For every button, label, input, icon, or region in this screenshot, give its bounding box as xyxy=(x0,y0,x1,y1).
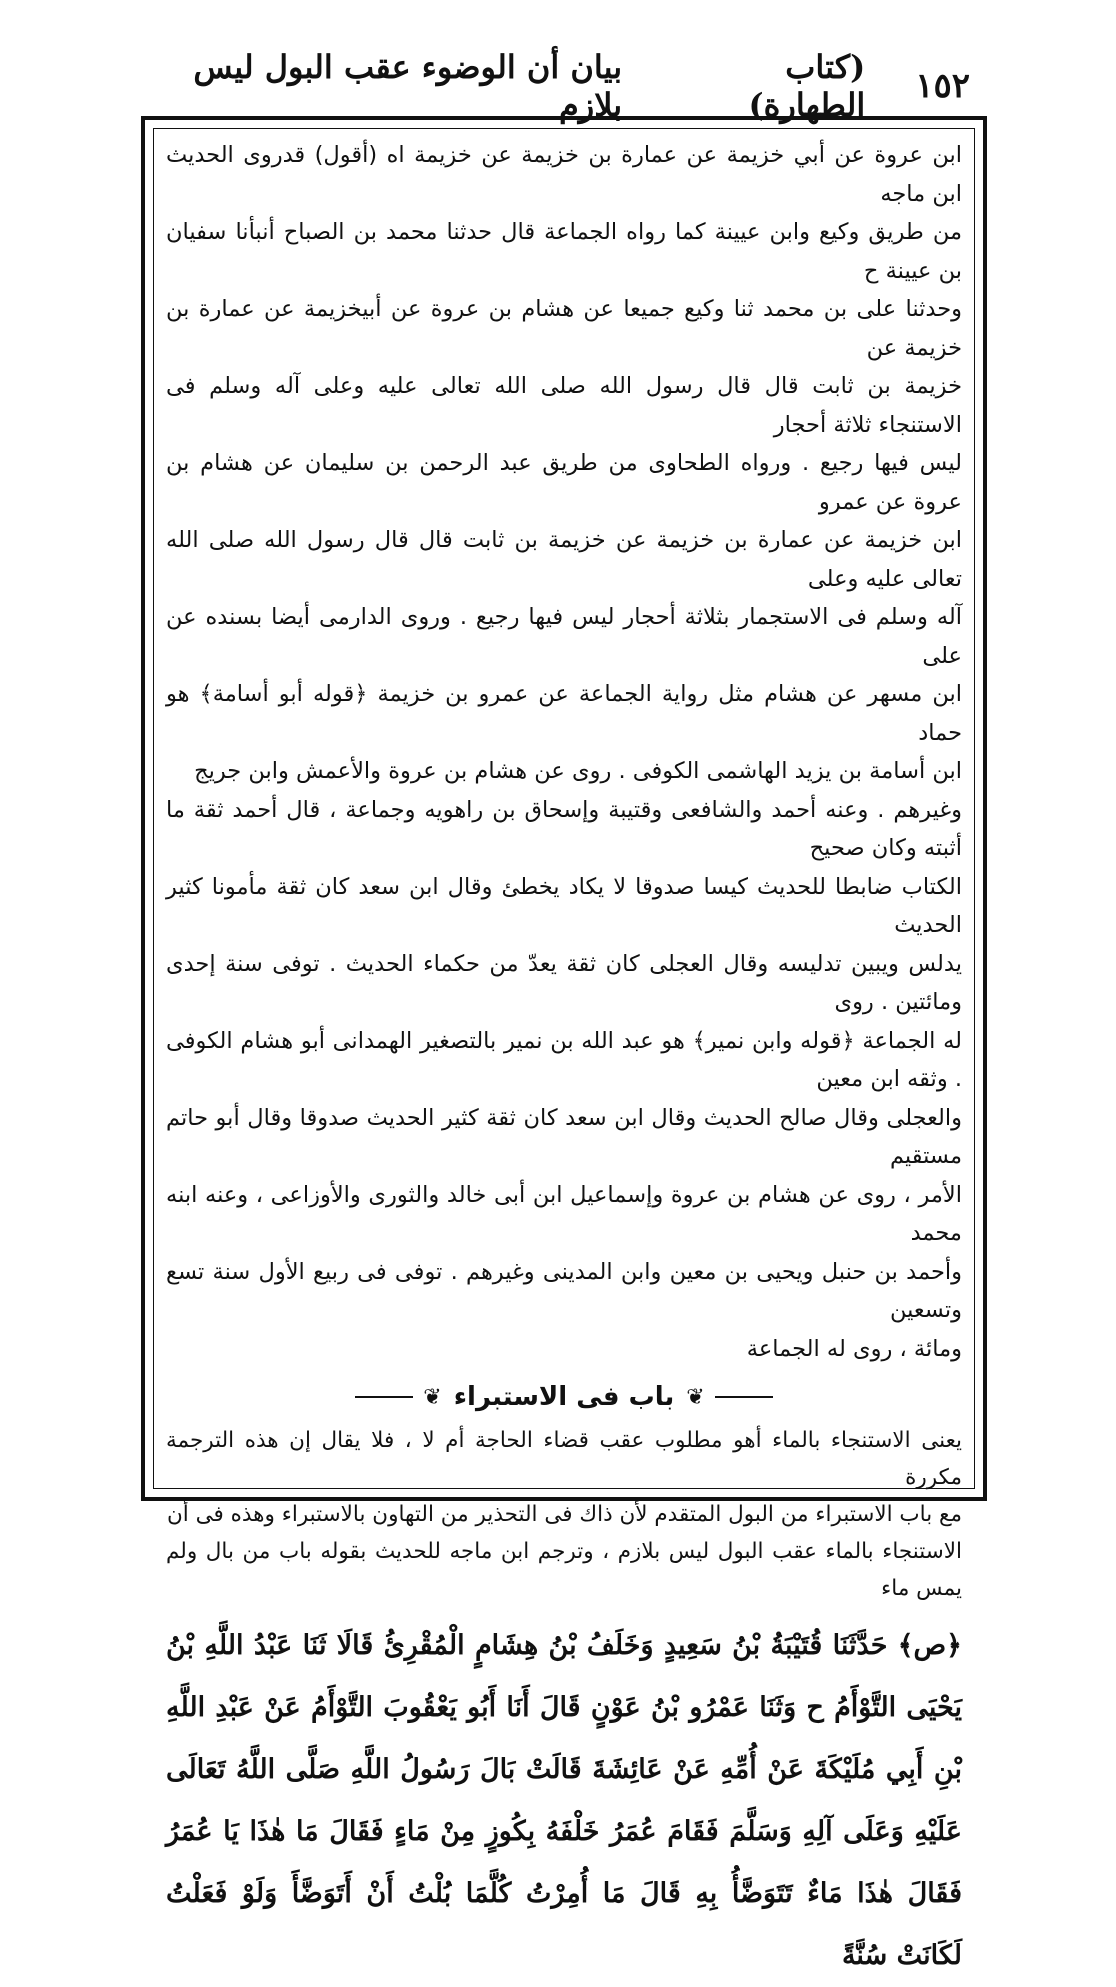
commentary-line: والعجلى وقال صالح الحديث وقال ابن سعد كان ثقة كثير الحديث صدوقا وقال أبو حاتم مستقيم xyxy=(166,1104,962,1169)
ornament-icon: ❦ xyxy=(423,1384,442,1410)
section-commentary-line: مع باب الاستبراء من البول المتقدم لأن ذاك فى التحذير من التهاون بالاستبراء وهذه فى أن xyxy=(167,1502,962,1527)
commentary-line: يدلس ويبين تدليسه وقال العجلى كان ثقة يعدّ من حكماء الحديث . توفى سنة إحدى ومائتين . روى xyxy=(166,950,962,1015)
commentary-line: خزيمة بن ثابت قال قال رسول الله صلى الله تعالى عليه وعلى آله وسلم فى الاستنجاء ثلاثة أحجار xyxy=(166,373,962,438)
commentary-line: ومائة ، روى له الجماعة xyxy=(746,1335,962,1362)
section-commentary-line: يعنى الاستنجاء بالماء أهو مطلوب عقب قضاء الحاجة أم لا ، فلا يقال إن هذه الترجمة مكررة xyxy=(166,1428,962,1490)
divider-line xyxy=(715,1396,773,1398)
page-content xyxy=(166,136,962,1971)
section-title: باب فى الاستبراء xyxy=(453,1382,675,1412)
commentary-line: له الجماعة ﴿قوله وابن نمير﴾ هو عبد الله بن نمير بالتصغير الهمدانى أبو هشام الكوفى . وثقه ابن معين xyxy=(166,1027,962,1092)
commentary-line: وأحمد بن حنبل ويحيى بن معين وابن المدينى وغيرهم . توفى فى ربيع الأول سنة تسع وتسعين xyxy=(166,1258,962,1323)
page-number: ١٥٢ xyxy=(915,66,970,106)
section-heading xyxy=(166,1372,962,1422)
commentary-line: الكتاب ضابطا للحديث كيسا صدوقا لا يكاد يخطئ وقال ابن سعد كان ثقة مأمونا كثير الحديث xyxy=(166,873,962,938)
commentary-line: وغيرهم . وعنه أحمد والشافعى وقتيبة وإسحاق بن راهويه وجماعة ، قال أحمد ثقة ما أثبته وكان صحيح xyxy=(166,796,962,861)
commentary-line: ابن أسامة بن يزيد الهاشمى الكوفى . روى عن هشام بن عروة والأعمش وابن جريج xyxy=(194,758,962,784)
commentary-line: ليس فيها رجيع . ورواه الطحاوى من طريق عبد الرحمن بن سليمان عن هشام بن عروة عن عمرو xyxy=(166,450,962,515)
ornament-icon: ❦ xyxy=(686,1384,705,1410)
book-title: (كتاب الطهارة) xyxy=(748,48,866,124)
commentary-line: ابن خزيمة عن عمارة بن خزيمة عن خزيمة بن ثابت قال قال رسول الله صلى الله تعالى عليه وعلى xyxy=(166,527,962,592)
section-commentary-block xyxy=(166,1422,962,1607)
divider-line xyxy=(355,1396,413,1398)
commentary-line: آله وسلم فى الاستجمار بثلاثة أحجار ليس فيها رجيع . وروى الدارمى أيضا بسنده عن على xyxy=(166,604,962,669)
commentary-line: ابن مسهر عن هشام مثل رواية الجماعة عن عمرو بن خزيمة ﴿قوله أبو أسامة﴾ هو حماد xyxy=(166,681,962,746)
page-header xyxy=(150,48,970,124)
commentary-line: الأمر ، روى عن هشام بن عروة وإسماعيل ابن أبى خالد والثورى والأوزاعى ، وعنه ابنه محمد xyxy=(166,1181,962,1246)
commentary-block xyxy=(166,136,962,1368)
commentary-line: ابن عروة عن أبي خزيمة عن عمارة بن خزيمة عن خزيمة اه (أقول) قدروى الحديث ابن ماجه xyxy=(166,142,962,207)
commentary-line: وحدثنا على بن محمد ثنا وكيع جميعا عن هشام بن عروة عن أبيخزيمة عن عمارة بن خزيمة عن xyxy=(166,296,962,361)
hadith-text: ﴿ص﴾ حَدَّثَنَا قُتَيْبَةُ بْنُ سَعِيدٍ وَخَلَفُ بْنُ هِشَامٍ الْمُقْرِئُ قَالَا ثَنَا عَبْدُ اللَّهِ بْنُ يَحْيَى التَّوْأَمُ ح وَثَنَا عَمْرُو بْنُ عَوْنٍ قَالَ أَنَا أَبُو يَعْقُوبَ التَّوْأَمُ عَنْ عَبْدِ اللَّهِ بْنِ أَبِي مُلَيْكَةَ عَنْ أُمِّهِ عَنْ عَائِشَةَ قَالَتْ بَالَ رَسُولُ اللَّهِ صَلَّى اللَّهُ تَعَالَى عَلَيْهِ وَعَلَى آلِهِ وَسَلَّمَ فَقَامَ عُمَرُ خَلْفَهُ بِكُوزٍ مِنْ مَاءٍ فَقَالَ مَا هٰذَا يَا عُمَرُ فَقَالَ هٰذَا مَاءٌ تَتَوَضَّأُ بِهِ قَالَ مَا أُمِرْتُ كُلَّمَا بُلْتُ أَنْ أَتَوَضَّأَ وَلَوْ فَعَلْتُ لَكَانَتْ سُنَّةً xyxy=(166,1630,962,1971)
section-commentary-line: الاستنجاء بالماء عقب البول ليس بلازم ، وترجم ابن ماجه للحديث بقوله باب من بال ولم يمس ماء xyxy=(166,1539,962,1601)
chapter-title: بيان أن الوضوء عقب البول ليس بلازم xyxy=(193,48,623,124)
commentary-line: من طريق وكيع وابن عيينة كما رواه الجماعة قال حدثنا محمد بن الصباح أنبأنا سفيان بن عيينة ح xyxy=(166,219,962,284)
